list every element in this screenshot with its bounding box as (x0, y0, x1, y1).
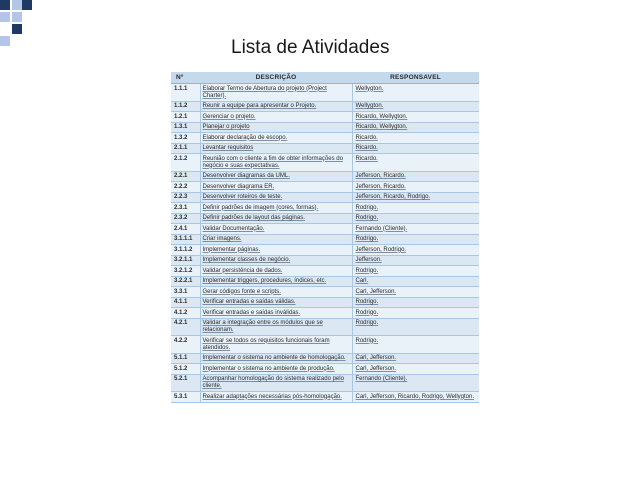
table-row (171, 224, 479, 235)
decorative-square (22, 0, 32, 10)
table-row (171, 84, 479, 102)
table-row (171, 287, 479, 298)
row-description: Definir padrões de imagem (cores, formas). (200, 203, 352, 214)
row-responsible: Carl, Jefferson. (352, 364, 479, 375)
row-responsible: Jefferson, Rodrigo. (352, 245, 479, 256)
row-description: Reunião com o cliente a fim de obter informações do negócio e suas expectativas. (200, 154, 352, 172)
row-number: 4.1.1 (171, 297, 200, 308)
table-row (171, 364, 479, 375)
table-header-row (171, 72, 479, 84)
row-responsible: Carl, Jefferson. (352, 287, 479, 298)
row-responsible: Fernando (Cliente). (352, 224, 479, 235)
decorative-square (0, 12, 10, 22)
row-responsible: Jefferson, Ricardo, Rodrigo. (352, 192, 479, 203)
table-row (171, 392, 479, 403)
table-row (171, 297, 479, 308)
row-number: 2.3.2 (171, 213, 200, 224)
decorative-square (12, 24, 22, 34)
row-description: Verificar se todos os requisitos funcionais foram atendidos. (200, 336, 352, 354)
row-responsible: Jefferson. (352, 255, 479, 266)
table-body (171, 84, 479, 403)
row-number: 2.3.1 (171, 203, 200, 214)
table-row (171, 255, 479, 266)
column-header-number: Nº (171, 72, 200, 84)
row-description: Desenvolver diagramas da UML. (200, 171, 352, 182)
row-responsible: Rodrigo. (352, 203, 479, 214)
table-row (171, 203, 479, 214)
decorative-square (0, 0, 10, 10)
row-description: Desenvolver diagrama ER. (200, 182, 352, 193)
row-responsible: Jefferson, Ricardo. (352, 182, 479, 193)
activity-table (171, 72, 479, 403)
decorative-square (0, 36, 10, 46)
row-number: 1.2.1 (171, 112, 200, 123)
row-description: Implementar triggers, procedures, índices, etc. (200, 276, 352, 287)
row-description: Acompanhar homologação do sistema realizado pelo cliente. (200, 374, 352, 392)
table-row (171, 234, 479, 245)
table-row (171, 112, 479, 123)
table-row (171, 353, 479, 364)
table-row (171, 308, 479, 319)
row-description: Elaborar declaração de escopo. (200, 133, 352, 144)
row-description: Implementar classes de negócio. (200, 255, 352, 266)
row-number: 2.2.3 (171, 192, 200, 203)
row-number: 3.1.1.2 (171, 245, 200, 256)
row-number: 2.1.1 (171, 143, 200, 154)
table-row (171, 122, 479, 133)
row-description: Reunir a equipe para apresentar o Projeto. (200, 101, 352, 112)
row-number: 2.1.2 (171, 154, 200, 172)
row-description: Implementar o sistema no ambiente de homologação. (200, 353, 352, 364)
row-description: Validar persistência de dados. (200, 266, 352, 277)
row-description: Implementar páginas. (200, 245, 352, 256)
table-row (171, 133, 479, 144)
row-number: 4.2.2 (171, 336, 200, 354)
row-responsible: Fernando (Cliente). (352, 374, 479, 392)
row-number: 3.3.1 (171, 287, 200, 298)
table-row (171, 154, 479, 172)
row-number: 5.3.1 (171, 392, 200, 403)
row-number: 4.1.2 (171, 308, 200, 319)
row-number: 5.2.1 (171, 374, 200, 392)
row-responsible: Carl, Jefferson. (352, 353, 479, 364)
table-row (171, 101, 479, 112)
row-responsible: Jefferson, Ricardo. (352, 171, 479, 182)
row-number: 1.1.2 (171, 101, 200, 112)
table-row (171, 192, 479, 203)
row-responsible: Ricardo. (352, 143, 479, 154)
row-description: Verificar entradas e saídas válidas. (200, 297, 352, 308)
decorative-square (12, 12, 22, 22)
decorative-square (12, 0, 22, 10)
row-description: Definir padrões de layout das páginas. (200, 213, 352, 224)
row-number: 5.1.2 (171, 364, 200, 375)
activity-table-container (171, 72, 479, 403)
row-responsible: Carl, Jefferson, Ricardo, Rodrigo, Wellygton. (352, 392, 479, 403)
table-row (171, 318, 479, 336)
row-description: Verificar entradas e saídas inválidas. (200, 308, 352, 319)
row-number: 2.2.1 (171, 171, 200, 182)
row-responsible: Ricardo. (352, 133, 479, 144)
row-description: Criar imagens. (200, 234, 352, 245)
row-responsible: Ricardo, Wellygton. (352, 122, 479, 133)
row-description: Validar a integração entre os módulos que se relacionam. (200, 318, 352, 336)
table-row (171, 374, 479, 392)
row-number: 2.2.2 (171, 182, 200, 193)
row-responsible: Rodrigo. (352, 308, 479, 319)
table-row (171, 143, 479, 154)
row-number: 3.1.1.1 (171, 234, 200, 245)
row-responsible: Wellygton. (352, 101, 479, 112)
column-header-description: DESCRIÇÃO (200, 72, 352, 84)
table-row (171, 266, 479, 277)
row-description: Desenvolver roteiros de teste. (200, 192, 352, 203)
table-row (171, 245, 479, 256)
row-description: Elaborar Termo de Abertura do projeto (Project Charter). (200, 84, 352, 102)
row-description: Levantar requisitos (200, 143, 352, 154)
slide-title: Lista de Atividades (231, 37, 390, 58)
row-responsible: Rodrigo. (352, 234, 479, 245)
table-row (171, 276, 479, 287)
row-responsible: Rodrigo. (352, 318, 479, 336)
column-header-responsible: RESPONSAVEL (352, 72, 479, 84)
table-row (171, 213, 479, 224)
row-description: Realizar adaptações necessárias pós-homologação. (200, 392, 352, 403)
row-responsible: Carl. (352, 276, 479, 287)
row-description: Implementar o sistema no ambiente de produção. (200, 364, 352, 375)
row-responsible: Ricardo, Wellygton. (352, 112, 479, 123)
row-number: 4.2.1 (171, 318, 200, 336)
row-number: 5.1.1 (171, 353, 200, 364)
row-responsible: Rodrigo. (352, 336, 479, 354)
row-number: 2.4.1 (171, 224, 200, 235)
row-number: 1.3.1 (171, 122, 200, 133)
table-row (171, 171, 479, 182)
row-number: 1.1.1 (171, 84, 200, 102)
table-row (171, 336, 479, 354)
row-responsible: Rodrigo. (352, 266, 479, 277)
row-number: 1.3.2 (171, 133, 200, 144)
row-number: 3.2.2.1 (171, 276, 200, 287)
row-responsible: Wellygton. (352, 84, 479, 102)
row-number: 3.2.1.1 (171, 255, 200, 266)
table-row (171, 182, 479, 193)
row-responsible: Ricardo. (352, 154, 479, 172)
row-description: Gerar códigos fonte e scripts. (200, 287, 352, 298)
row-responsible: Rodrigo. (352, 297, 479, 308)
row-number: 3.2.1.2 (171, 266, 200, 277)
row-description: Gerenciar o projeto. (200, 112, 352, 123)
row-description: Planejar o projeto (200, 122, 352, 133)
row-description: Validar Documentação. (200, 224, 352, 235)
row-responsible: Rodrigo. (352, 213, 479, 224)
